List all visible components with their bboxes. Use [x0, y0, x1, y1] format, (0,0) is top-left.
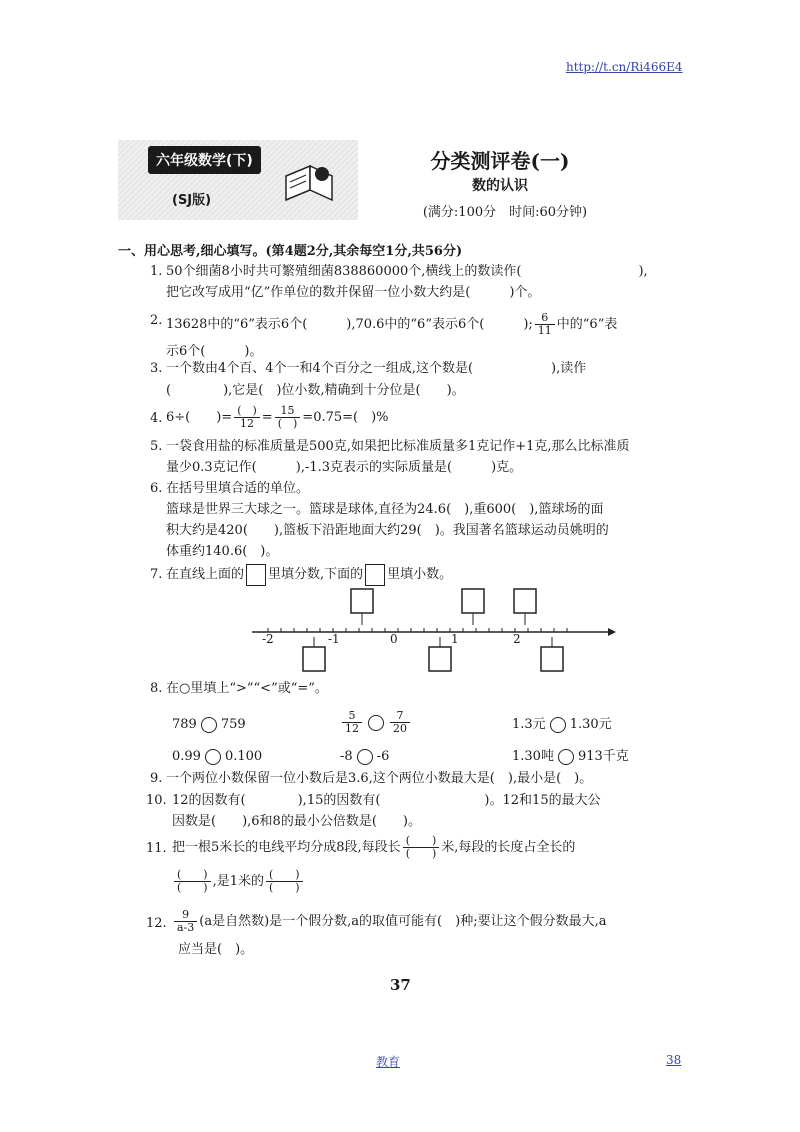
- q12-text-a: (a是自然数)是一个假分数,a的取值可能有( )种;要让这个假分数最大,a: [199, 914, 607, 929]
- q4-text-a: 6÷( )=: [166, 410, 233, 425]
- q4-number: 4.: [150, 411, 163, 426]
- q4-eq: =: [261, 410, 273, 425]
- q7-text-c: 里填小数。: [387, 567, 453, 582]
- tick-label-0: 0: [390, 632, 398, 646]
- edition-label: (SJ版): [172, 193, 212, 208]
- q8-frac-right: [390, 710, 410, 735]
- q2-line1: [166, 312, 617, 337]
- q10-number: 10.: [146, 793, 167, 808]
- page-number: 37: [390, 976, 411, 994]
- q8-compare-1: [172, 713, 246, 737]
- q11-f1-num: ( ): [403, 835, 440, 848]
- compare-circle-icon: [205, 749, 221, 765]
- q3-line1: 一个数由4个百、4个一和4个百分之一组成,这个数是( ),读作: [166, 361, 587, 376]
- q8-r1c-left: 1.3元: [512, 717, 546, 732]
- answer-box-icon: [365, 564, 385, 586]
- q1-line2: 把它改写成用“亿”作单位的数并保留一位小数大约是( )个。: [166, 285, 541, 300]
- tick-label-neg1: -1: [328, 632, 340, 646]
- q7-text-a: 在直线上面的: [166, 567, 245, 582]
- q6-number: 6.: [150, 481, 163, 496]
- q12-line1: [172, 906, 606, 938]
- q3-number: 3.: [150, 361, 163, 376]
- q2-text-b: 中的“6”表: [556, 317, 618, 332]
- q8-compare-3: [512, 713, 612, 737]
- page-subtitle: 数的认识: [472, 178, 528, 194]
- q2-number: 2.: [150, 313, 163, 328]
- number-line: [248, 585, 618, 685]
- q4-text-b: =0.75=( )%: [302, 410, 389, 425]
- q12-frac-num: 9: [174, 909, 197, 922]
- q11-line2: [172, 866, 305, 898]
- q9-number: 9.: [150, 771, 163, 786]
- q8-frac-left: [342, 710, 362, 735]
- compare-circle-icon: [550, 717, 566, 733]
- q11-fraction-2: [174, 869, 211, 894]
- q11-f2-num: ( ): [174, 869, 211, 882]
- q2-fraction: [535, 312, 555, 337]
- q11-fraction-3: [266, 869, 303, 894]
- q8-r2c-left: 1.30吨: [512, 749, 554, 764]
- section-heading: 一、用心思考,细心填写。(第4题2分,其余每空1分,共56分): [118, 244, 463, 259]
- q2-line2: 示6个( )。: [166, 344, 263, 359]
- q10-line2: 因数是( ),6和8的最小公倍数是( )。: [172, 814, 421, 829]
- q8-r2a-right: 0.100: [224, 749, 263, 764]
- q8-line1: 在○里填上“>”“<”或“=”。: [166, 681, 328, 696]
- q11-text-b: 米,每段的长度占全长的: [441, 840, 576, 855]
- q3-line2: ( ),它是( )位小数,精确到十分位是( )。: [166, 383, 465, 398]
- q4-fraction-1: [234, 405, 260, 430]
- q6-line4: 体重约140.6( )。: [166, 544, 279, 559]
- q7-number: 7.: [150, 567, 163, 582]
- q11-fraction-1: [403, 835, 440, 860]
- q8-r2b-left: -8: [340, 749, 353, 764]
- q8-r2a-left: 0.99: [172, 749, 201, 764]
- footer-link-education[interactable]: 教育: [376, 1055, 401, 1069]
- q10-line1: 12的因数有( ),15的因数有( )。12和15的最大公: [172, 793, 601, 808]
- q12-line2: 应当是( )。: [178, 942, 254, 957]
- q8-compare-2: [340, 708, 412, 738]
- q11-line1: [172, 832, 575, 864]
- q12-fraction: [174, 909, 197, 934]
- answer-box-icon: [246, 564, 266, 586]
- q11-number: 11.: [146, 841, 167, 856]
- q4-f1-num: ( ): [234, 405, 260, 418]
- compare-circle-icon: [357, 749, 373, 765]
- q4-f2-den: ( ): [277, 417, 298, 430]
- q8-r1c-right: 1.30元: [569, 717, 612, 732]
- book-icon: [282, 160, 342, 210]
- q11-f3-num: ( ): [266, 869, 303, 882]
- q6-line3: 积大约是420( ),篮板下沿距地面大约29( )。我国著名篮球运动员姚明的: [166, 523, 609, 538]
- q4-fraction-2: [275, 405, 301, 430]
- top-link[interactable]: http://t.cn/Ri466E4: [566, 60, 683, 74]
- tick-label-neg2: -2: [262, 632, 274, 646]
- compare-circle-icon: [201, 717, 217, 733]
- tick-label-1: 1: [451, 632, 459, 646]
- q8-number: 8.: [150, 681, 163, 696]
- q12-number: 12.: [146, 916, 167, 931]
- q8-r2c-right: 913千克: [577, 749, 629, 764]
- q6-line1: 在括号里填合适的单位。: [166, 481, 310, 496]
- q1-number: 1.: [150, 264, 163, 279]
- compare-circle-icon: [558, 749, 574, 765]
- q1-line1: 50个细菌8小时共可繁殖细菌838860000个,横线上的数读作( ),: [166, 264, 648, 279]
- footer-page-link[interactable]: 38: [666, 1053, 682, 1067]
- page-title: 分类测评卷(一): [430, 149, 570, 173]
- tick-label-2: 2: [513, 632, 521, 646]
- q6-line2: 篮球是世界三大球之一。篮球是球体,直径为24.6( ),重600( ),篮球场的面: [166, 502, 604, 517]
- q4-f2-num: 15: [275, 405, 301, 418]
- q2-frac-num: 6: [535, 312, 555, 325]
- q11-f3-den: ( ): [269, 881, 300, 894]
- q5-line2: 量少0.3克记作( ),-1.3克表示的实际质量是( )克。: [166, 460, 523, 475]
- grade-badge: 六年级数学(下): [148, 146, 261, 174]
- q8-compare-6: [512, 745, 629, 769]
- q2-text-a: 13628中的“6”表示6个( ),70.6中的“6”表示6个( );: [166, 317, 533, 332]
- q8-fl-num: 5: [342, 710, 362, 723]
- q11-text-c: ,是1米的: [212, 874, 264, 889]
- q7-text-b: 里填分数,下面的: [268, 567, 364, 582]
- q2-frac-den: 11: [537, 324, 552, 337]
- q9-line1: 一个两位小数保留一位小数后是3.6,这个两位小数最大是( ),最小是( )。: [166, 771, 593, 786]
- q8-fr-den: 20: [393, 722, 407, 735]
- q4-f1-den: 12: [240, 417, 254, 430]
- q4-line: [166, 403, 389, 433]
- q11-f2-den: ( ): [177, 881, 208, 894]
- q8-r1a-right: 759: [220, 717, 246, 732]
- q11-f1-den: ( ): [405, 847, 437, 860]
- q5-number: 5.: [150, 439, 163, 454]
- q8-r2b-right: -6: [376, 749, 390, 764]
- compare-circle-icon: [368, 715, 384, 731]
- q8-compare-4: [172, 745, 262, 769]
- q8-r1a-left: 789: [172, 717, 197, 732]
- q5-line1: 一袋食用盐的标准质量是500克,如果把比标准质量多1克记作+1克,那么比标准质: [166, 439, 630, 454]
- q8-compare-5: [340, 745, 389, 769]
- q11-text-a: 把一根5米长的电线平均分成8段,每段长: [172, 840, 401, 855]
- exam-meta: (满分:100分 时间:60分钟): [422, 205, 588, 220]
- q8-fr-num: 7: [390, 710, 410, 723]
- q8-fl-den: 12: [345, 722, 359, 735]
- q12-frac-den: a-3: [177, 921, 195, 934]
